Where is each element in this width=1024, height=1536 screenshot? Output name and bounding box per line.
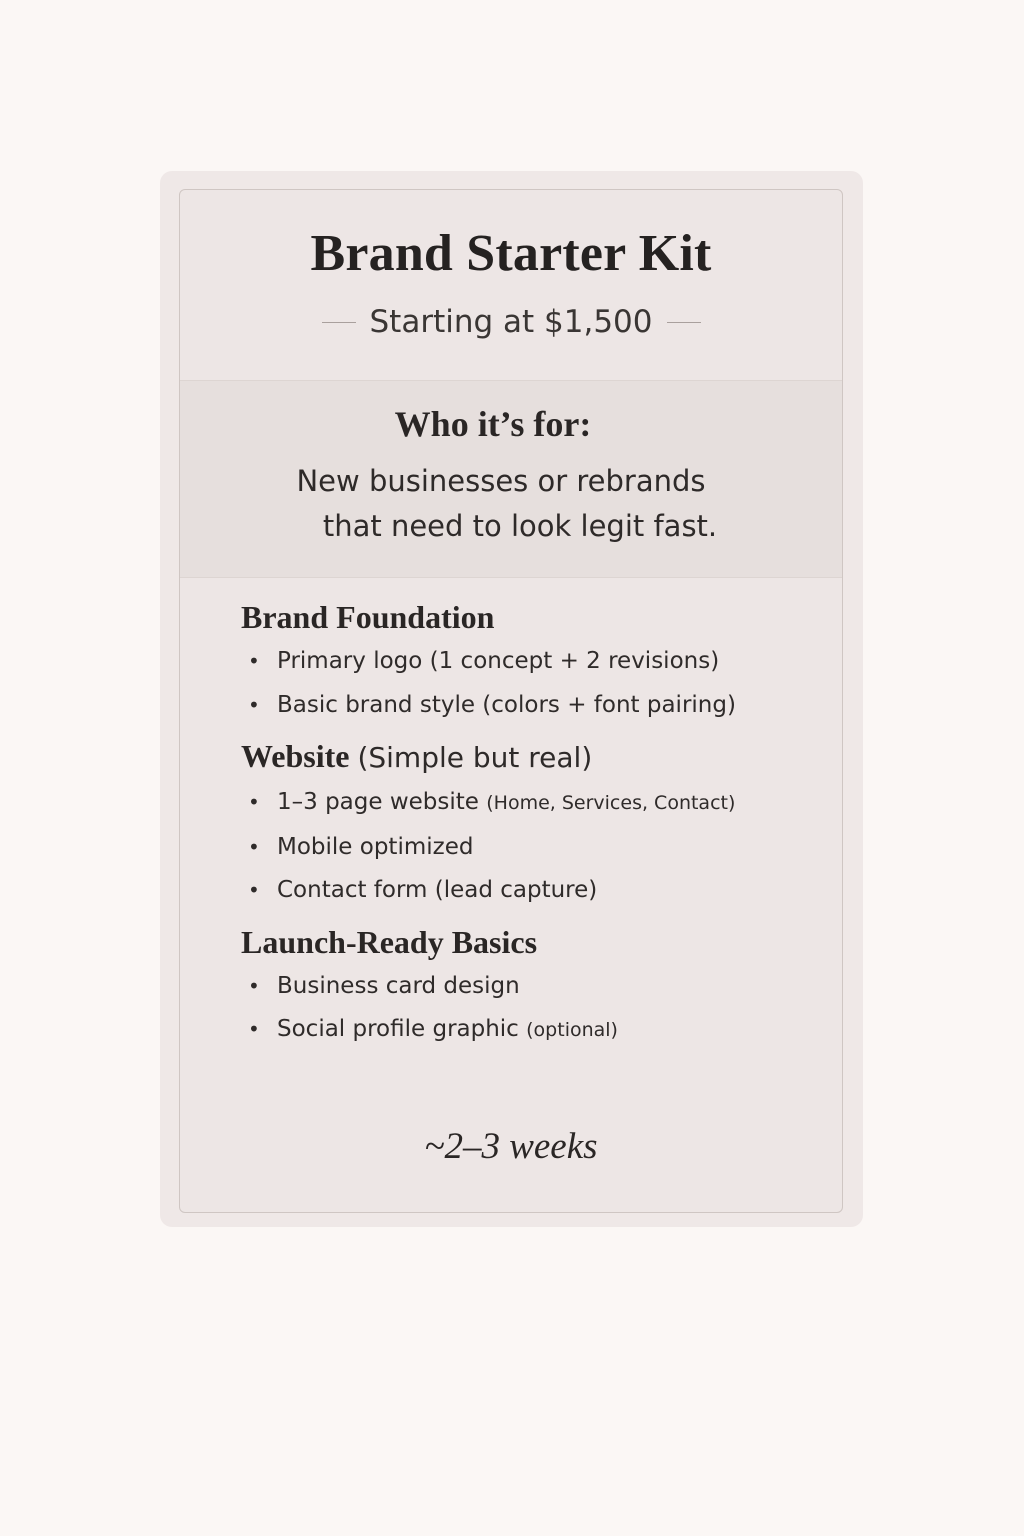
bullet-icon: • [248, 1017, 260, 1041]
card-frame [179, 189, 843, 1213]
list-item [241, 1008, 822, 1053]
feature-sections [241, 594, 822, 1059]
price-text: Starting at $1,500 [369, 304, 653, 340]
section-brand-foundation [241, 594, 822, 727]
price-rule-left [322, 322, 356, 323]
price-row [180, 304, 842, 340]
list-item-note: (optional) [526, 1019, 618, 1041]
list-item-note: (Home, Services, Contact) [486, 792, 736, 814]
list-item-text: Social profile graphic [277, 1016, 519, 1042]
pricing-card [160, 171, 863, 1227]
section-launch-ready-basics [241, 919, 822, 1053]
bullet-icon: • [248, 790, 260, 814]
section-title [241, 733, 822, 781]
bullet-icon: • [248, 973, 260, 998]
bullet-icon: • [248, 878, 260, 902]
who-its-for-band [180, 380, 842, 578]
who-line-2: that need to look legit fast. [322, 509, 718, 543]
list-item-text: Primary logo (1 concept + 2 revisions) [277, 648, 720, 674]
price-rule-right [667, 322, 701, 323]
section-title: Launch-Ready Basics [241, 923, 538, 960]
section-title-text: Website [241, 738, 350, 774]
who-description [180, 459, 822, 549]
card-title: Brand Starter Kit [310, 225, 712, 282]
bullet-icon: • [248, 649, 260, 673]
bullet-icon: • [248, 692, 260, 717]
who-line-1: New businesses or rebrands [296, 464, 706, 498]
list-item-text: 1–3 page website [277, 789, 479, 815]
list-item-text: Basic brand style (colors + font pairing) [277, 691, 736, 718]
list-item [241, 869, 822, 913]
list-item [241, 640, 822, 684]
list-item [241, 826, 822, 870]
list-item-text: Mobile optimized [277, 833, 474, 860]
list-item-text: Contact form (lead capture) [277, 877, 598, 903]
feature-list [241, 640, 822, 727]
section-website [241, 733, 822, 913]
section-title: Brand Foundation [241, 599, 495, 635]
feature-list [241, 781, 822, 913]
section-subtitle: (Simple but real) [357, 741, 593, 774]
list-item [241, 684, 822, 728]
bullet-icon: • [248, 834, 260, 859]
timeline: ~2–3 weeks [424, 1126, 598, 1167]
list-item [241, 781, 822, 826]
list-item [241, 965, 822, 1009]
who-heading: Who it’s for: [394, 404, 592, 444]
list-item-text: Business card design [277, 972, 520, 999]
feature-list [241, 965, 822, 1053]
